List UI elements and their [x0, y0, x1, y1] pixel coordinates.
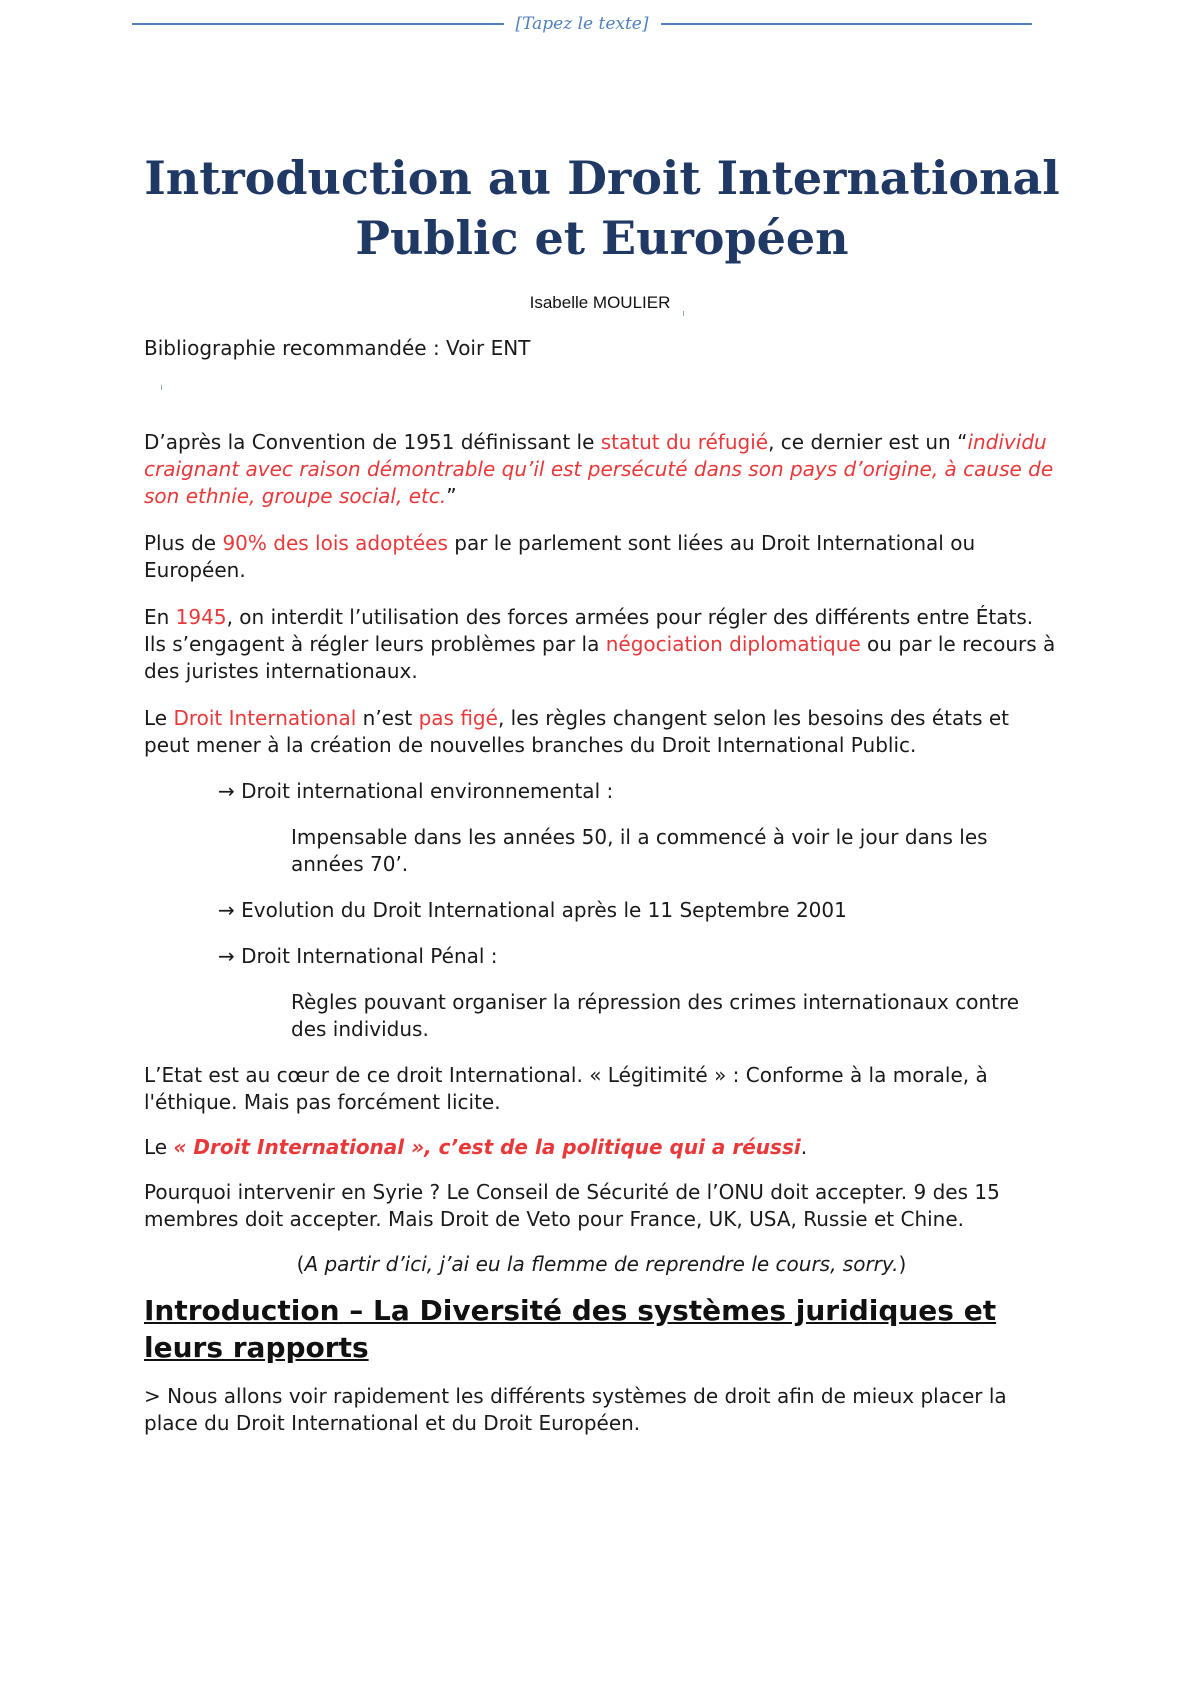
author-name: Isabelle MOULIER — [529, 293, 671, 312]
text-run: par le parlement sont liées au Droit International ou Européen. — [144, 531, 976, 582]
text-run: , ce dernier est un “ — [768, 430, 968, 454]
document-body — [144, 335, 1059, 1437]
bullet-item: → Evolution du Droit International après le 11 Septembre 2001 — [218, 898, 847, 922]
highlight-statut: statut du réfugié — [600, 430, 769, 454]
paragraph-laws — [144, 530, 1059, 584]
highlight-quote: « Droit International », c’est de la politique qui a réussi — [173, 1135, 801, 1159]
text-run: n’est — [356, 706, 419, 730]
highlight-year: 1945 — [175, 605, 227, 629]
highlight-droit-international: Droit International — [173, 706, 357, 730]
quote-definition: individu craignant avec raison démontrable qu’il est persécuté dans son pays d’origine, à cause de son ethnie, groupe social, etc. — [144, 430, 1054, 508]
paragraph-etat: L’Etat est au cœur de ce droit International. « Légitimité » : Conforme à la morale, à l'éthique. Mais pas forcément licite. — [144, 1063, 988, 1114]
text-run: Plus de — [144, 531, 223, 555]
bullet-item: → Droit International Pénal : — [218, 944, 498, 968]
title-line-2: Public et Européen — [355, 211, 849, 265]
text-run: ) — [898, 1252, 907, 1276]
page-header — [132, 14, 1032, 34]
paragraph-refugee — [144, 429, 1059, 510]
header-placeholder[interactable]: [Tapez le texte] — [515, 14, 649, 34]
header-rule-right — [661, 23, 1033, 25]
paragraph-systemes: > Nous allons voir rapidement les différents systèmes de droit afin de mieux placer la place du Droit International et du Droit Européen. — [144, 1384, 1007, 1435]
text-run: ou par le recours à des juristes internationaux. — [144, 632, 1056, 683]
paragraph-politique — [144, 1134, 1059, 1161]
formatting-mark — [683, 311, 684, 316]
bibliography-line: Bibliographie recommandée : Voir ENT — [144, 336, 531, 360]
highlight-negociation: négociation diplomatique — [605, 632, 861, 656]
paragraph-note — [144, 1251, 1059, 1278]
text-run: D’après la Convention de 1951 définissant le — [144, 430, 601, 454]
title-line-1: Introduction au Droit International — [144, 151, 1060, 205]
header-rule-left — [132, 23, 504, 25]
paragraph-1945 — [144, 604, 1059, 685]
highlight-pas-fige: pas figé — [418, 706, 498, 730]
section-heading: Introduction – La Diversité des systèmes juridiques et leurs rapports — [144, 1294, 997, 1364]
text-run: ” — [446, 484, 457, 508]
text-run: , on interdit l’utilisation des forces armées pour régler des différents entre États. Ils s’engagent à régler leurs problèmes par la — [144, 605, 1034, 656]
note-text: A partir d’ici, j’ai eu la flemme de reprendre le cours, sorry. — [304, 1252, 899, 1276]
paragraph-droit-international — [144, 705, 1059, 759]
paragraph-syrie: Pourquoi intervenir en Syrie ? Le Conseil de Sécurité de l’ONU doit accepter. 9 des 15 membres doit accepter. Mais Droit de Veto pour France, UK, USA, Russie et Chine. — [144, 1180, 1000, 1231]
text-run: Le — [144, 706, 174, 730]
text-run: , les règles changent selon les besoins des états et peut mener à la création de nouvelles branches du Droit International Public. — [144, 706, 1009, 757]
highlight-percentage: 90% des lois adoptées — [222, 531, 448, 555]
text-run: . — [800, 1135, 808, 1159]
text-run: En — [144, 605, 176, 629]
bullet-detail: Règles pouvant organiser la répression des crimes internationaux contre des individus. — [291, 990, 1020, 1041]
document-title — [132, 148, 1072, 268]
bullet-detail: Impensable dans les années 50, il a commencé à voir le jour dans les années 70’. — [291, 825, 988, 876]
text-run: ( — [296, 1252, 305, 1276]
text-run: Le — [144, 1135, 174, 1159]
bullet-item: → Droit international environnemental : — [218, 779, 614, 803]
